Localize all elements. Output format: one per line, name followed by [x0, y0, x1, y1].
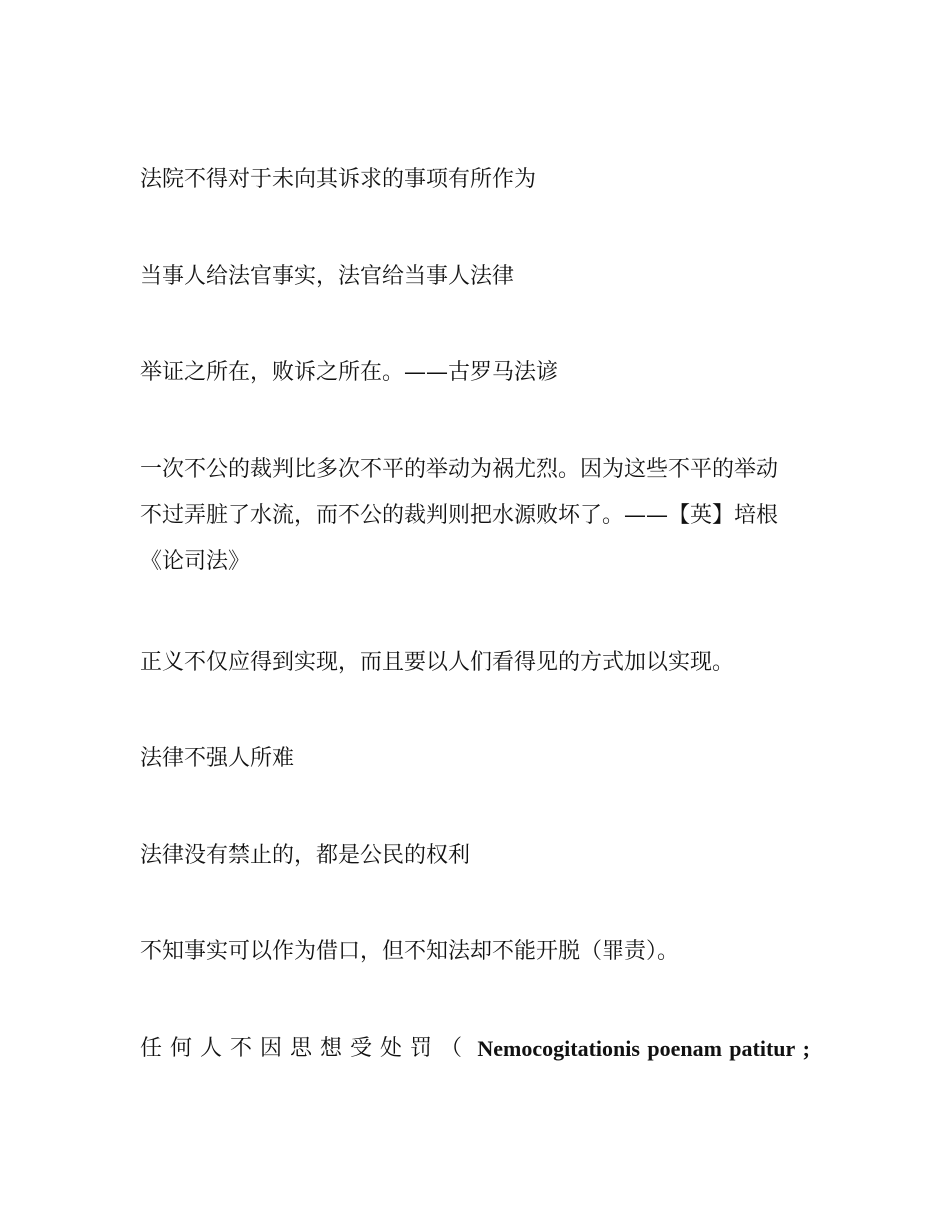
proverb-facts-law: 当事人给法官事实，法官给当事人法律 [140, 264, 515, 289]
latin-word-2: poenam [647, 1036, 722, 1061]
latin-semicolon: ; [802, 1036, 810, 1061]
proverb-court-scope: 法院不得对于未向其诉求的事项有所作为 [140, 167, 537, 192]
quote-bacon-line-3: 《论司法》 [140, 549, 251, 574]
quote-bacon [140, 458, 810, 573]
proverb-law-not-impossible: 法律不强人所难 [140, 746, 295, 771]
quote-bacon-line-2: 不过弄脏了水流，而不公的裁判则把水源败坏了。——【英】培根 [140, 503, 779, 528]
proverb-burden-of-proof: 举证之所在，败诉之所在。——古罗马法谚 [140, 360, 559, 385]
proverb-citizen-rights: 法律没有禁止的，都是公民的权利 [140, 843, 471, 868]
proverb-thought-cjk: 任何人不因思想受处罚（ [140, 1036, 471, 1061]
proverb-ignorance-of-law: 不知事实可以作为借口，但不知法却不能开脱（罪责）。 [140, 939, 680, 964]
proverb-no-punishment-for-thought [140, 1037, 810, 1060]
quote-bacon-line-1: 一次不公的裁判比多次不平的举动为祸尤烈。因为这些不平的举动 [140, 457, 779, 482]
latin-word-1: Nemocogitationis [477, 1036, 640, 1061]
proverb-visible-justice: 正义不仅应得到实现，而且要以人们看得见的方式加以实现。 [140, 650, 735, 675]
latin-word-3: patitur [729, 1036, 796, 1061]
